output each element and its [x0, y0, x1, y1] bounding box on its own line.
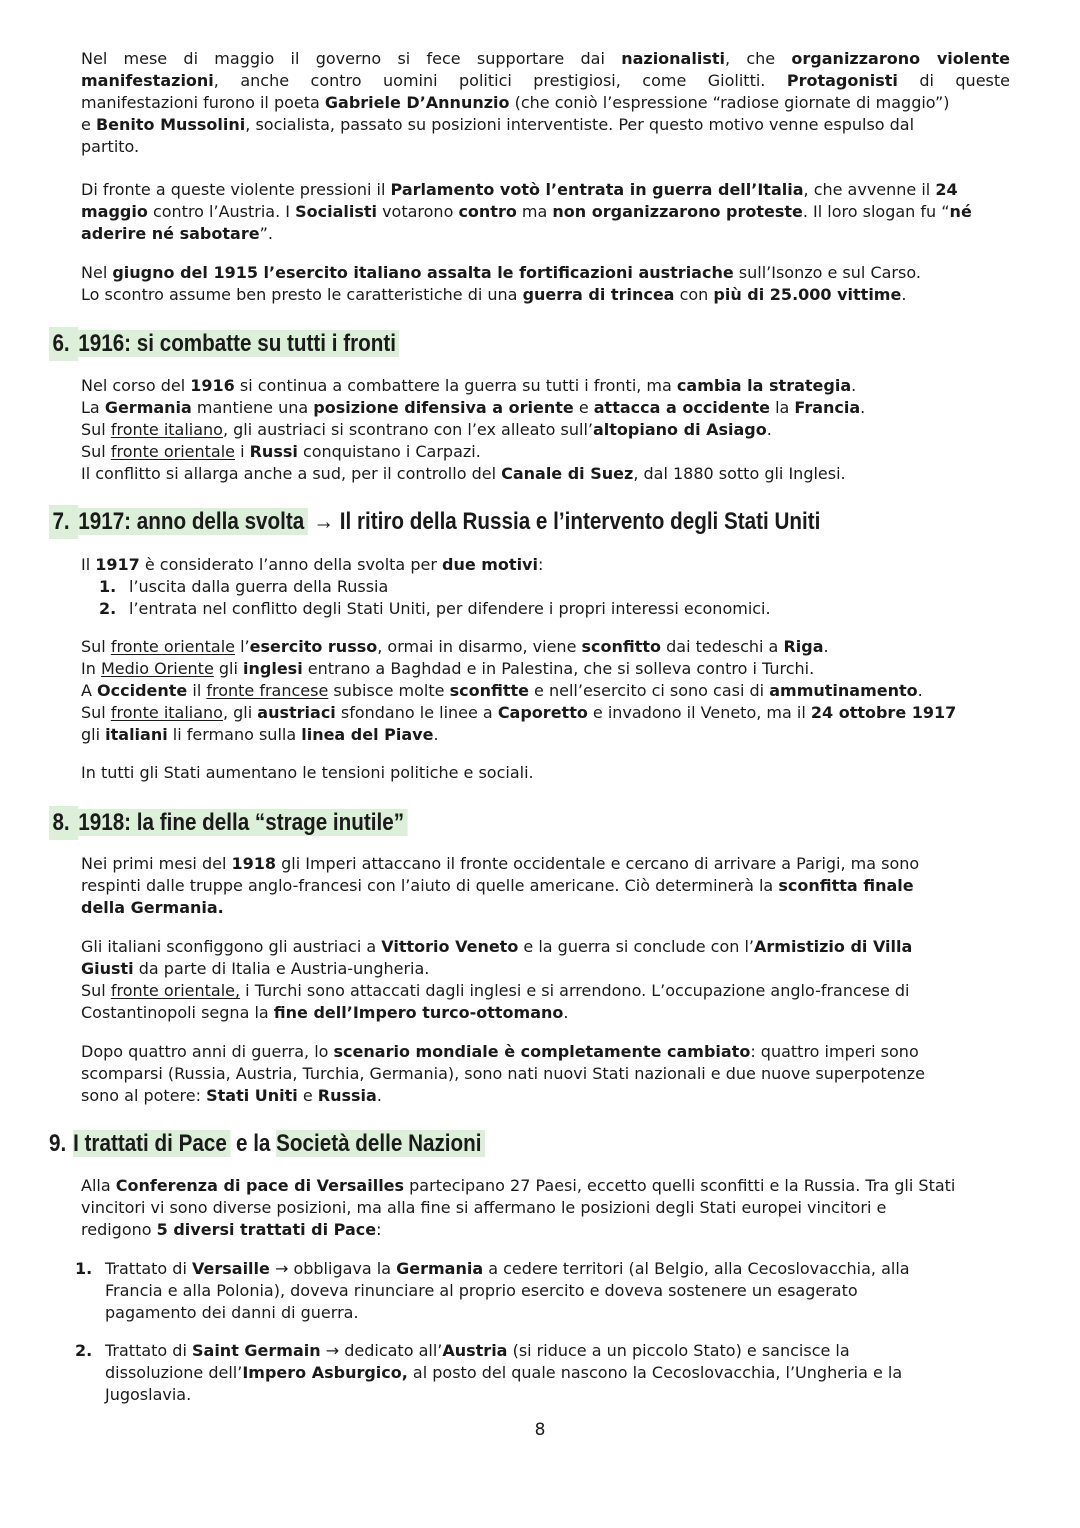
paragraph-versailles — [81, 1175, 1010, 1241]
text-line: Sul fronte orientale, i Turchi sono attaccati dagli inglesi e si arrendono. L’occupazione anglo-francese di — [81, 981, 910, 1000]
paragraph-maggio — [81, 48, 1010, 158]
text-line: La Germania mantiene una posizione difensiva a oriente e attacca a occidente la Francia. — [81, 398, 866, 417]
text-line: Il conflitto si allarga anche a sud, per il controllo del Canale di Suez, dal 1880 sotto gli Inglesi. — [81, 464, 846, 483]
section-number: 8. — [49, 806, 78, 840]
text-line: Sul fronte italiano, gli austriaci si scontrano con l’ex alleato sull’altopiano di Asiago. — [81, 420, 772, 439]
list-text — [105, 1258, 1010, 1324]
text-line: maggio contro l’Austria. I Socialisti votarono contro ma non organizzarono proteste. Il loro slogan fu “né — [81, 202, 972, 221]
text-line: Giusti da parte di Italia e Austria-ungheria. — [81, 959, 430, 978]
paragraph-tensioni — [81, 762, 1010, 784]
text-line: Sul fronte orientale i Russi conquistano i Carpazi. — [81, 442, 481, 461]
text-line: pagamento dei danni di guerra. — [105, 1303, 359, 1322]
paragraph-giugno-1915 — [81, 262, 1010, 306]
text-line: Il 1917 è considerato l’anno della svolta per due motivi: — [81, 555, 544, 574]
text-line: Trattato di Versaille → obbligava la Germania a cedere territori (al Belgio, alla Cecoslovacchia, alla — [105, 1259, 910, 1278]
text-line: e Benito Mussolini, socialista, passato su posizioni interventiste. Per questo motivo venne espulso dal — [81, 115, 915, 134]
text-line: redigono 5 diversi trattati di Pace: — [81, 1220, 382, 1239]
text-line: Sul fronte orientale l’esercito russo, ormai in disarmo, viene sconfitto dai tedeschi a Riga. — [81, 637, 829, 656]
section-subtitle: → Il ritiro della Russia e l’intervento degli Stati Uniti — [307, 508, 821, 535]
text-line: vincitori vi sono diverse posizioni, ma alla fine si affermano le posizioni degli Stati europei vincitori e — [81, 1198, 887, 1217]
text-line: In tutti gli Stati aumentano le tensioni politiche e sociali. — [81, 763, 534, 782]
text-line: Costantinopoli segna la fine dell’Impero turco-ottomano. — [81, 1003, 569, 1022]
section-heading-8 — [49, 806, 407, 840]
section-title: 1918: la fine della “strage inutile” — [78, 809, 407, 836]
text-line: Trattato di Saint Germain → dedicato all’Austria (si riduce a un piccolo Stato) e sancisce la — [105, 1341, 850, 1360]
text-line: Jugoslavia. — [105, 1385, 192, 1404]
list-text — [105, 1340, 1010, 1406]
paragraph-fronti-1917 — [81, 636, 1010, 746]
text-line: manifestazioni furono il poeta Gabriele D’Annunzio (che coniò l’espressione “radiose giornate di maggio”) — [81, 93, 950, 112]
text-line: Nel mese di maggio il governo si fece supportare dai nazionalisti, che organizzarono violente — [81, 49, 1011, 68]
section-title-part: Società delle Nazioni — [276, 1130, 485, 1157]
section-title: 1916: si combatte su tutti i fronti — [78, 330, 399, 357]
text-line: Dopo quattro anni di guerra, lo scenario mondiale è completamente cambiato: quattro imperi sono — [81, 1042, 919, 1061]
section-heading-7 — [49, 505, 820, 539]
section-number: 6. — [49, 327, 78, 361]
list-number: 2. — [75, 1341, 93, 1360]
list-item: 1. l’uscita dalla guerra della Russia — [99, 577, 389, 596]
treaty-item-saint-germain — [75, 1340, 1010, 1406]
paragraph-vittorio-veneto — [81, 936, 1010, 1024]
text-line: sono al potere: Stati Uniti e Russia. — [81, 1086, 382, 1105]
text-line: Nel giugno del 1915 l’esercito italiano assalta le fortificazioni austriache sull’Isonzo e sul Carso. — [81, 263, 921, 282]
section-title-part: I trattati di Pace — [73, 1130, 230, 1157]
page-number: 8 — [534, 1420, 546, 1440]
text-line: della Germania. — [81, 898, 224, 917]
text-line: Gli italiani sconfiggono gli austriaci a Vittorio Veneto e la guerra si conclude con l’Armistizio di Villa — [81, 937, 913, 956]
text-line: In Medio Oriente gli inglesi entrano a Baghdad e in Palestina, che si solleva contro i Turchi. — [81, 659, 815, 678]
text-line: Francia e alla Polonia), doveva rinunciare al proprio esercito e doveva sostenere un esagerato — [105, 1281, 858, 1300]
text-line: Di fronte a queste violente pressioni il Parlamento votò l’entrata in guerra dell’Italia, che avvenne il 24 — [81, 180, 958, 199]
text-line: Alla Conferenza di pace di Versailles partecipano 27 Paesi, eccetto quelli sconfitti e la Russia. Tra gli Stati — [81, 1176, 956, 1195]
paragraph-1918 — [81, 853, 1010, 919]
section-title-part: e la — [230, 1130, 277, 1157]
text-line: respinti dalle truppe anglo-francesi con l’aiuto di quelle americane. Ciò determinerà la sconfitta finale — [81, 876, 914, 895]
text-line: Nel corso del 1916 si continua a combattere la guerra su tutti i fronti, ma cambia la strategia. — [81, 376, 857, 395]
section-title: 1917: anno della svolta — [78, 508, 307, 535]
text-line: A Occidente il fronte francese subisce molte sconfitte e nell’esercito ci sono casi di ammutinamento. — [81, 681, 923, 700]
text-line: aderire né sabotare”. — [81, 224, 273, 243]
text-line: Nei primi mesi del 1918 gli Imperi attaccano il fronte occidentale e cercano di arrivare a Parigi, ma sono — [81, 854, 920, 873]
section-heading-6 — [49, 327, 399, 361]
text-line: Sul fronte italiano, gli austriaci sfondano le linee a Caporetto e invadono il Veneto, ma il 24 ottobre 1917 — [81, 703, 957, 722]
paragraph-scenario — [81, 1041, 1010, 1107]
list-number: 1. — [75, 1259, 93, 1278]
paragraph-1917 — [81, 554, 1010, 620]
text-line: partito. — [81, 137, 140, 156]
list-item: 2. l’entrata nel conflitto degli Stati Uniti, per difendere i propri interessi economici. — [99, 599, 771, 618]
section-number: 9. — [49, 1130, 67, 1157]
text-line: dissoluzione dell’Impero Asburgico, al posto del quale nascono la Cecoslovacchia, l’Ungheria e la — [105, 1363, 903, 1382]
section-number: 7. — [49, 505, 78, 539]
section-heading-9 — [49, 1127, 485, 1161]
treaty-item-versaille — [75, 1258, 1010, 1324]
text-line: gli italiani li fermano sulla linea del Piave. — [81, 725, 439, 744]
paragraph-1916 — [81, 375, 1010, 485]
text-line: Lo scontro assume ben presto le caratteristiche di una guerra di trincea con più di 25.000 vittime. — [81, 285, 907, 304]
paragraph-parlamento — [81, 179, 1010, 245]
text-line: scomparsi (Russia, Austria, Turchia, Germania), sono nati nuovi Stati nazionali e due nuove superpotenze — [81, 1064, 925, 1083]
text-line: manifestazioni, anche contro uomini politici prestigiosi, come Giolitti. Protagonisti di queste — [81, 71, 1010, 90]
